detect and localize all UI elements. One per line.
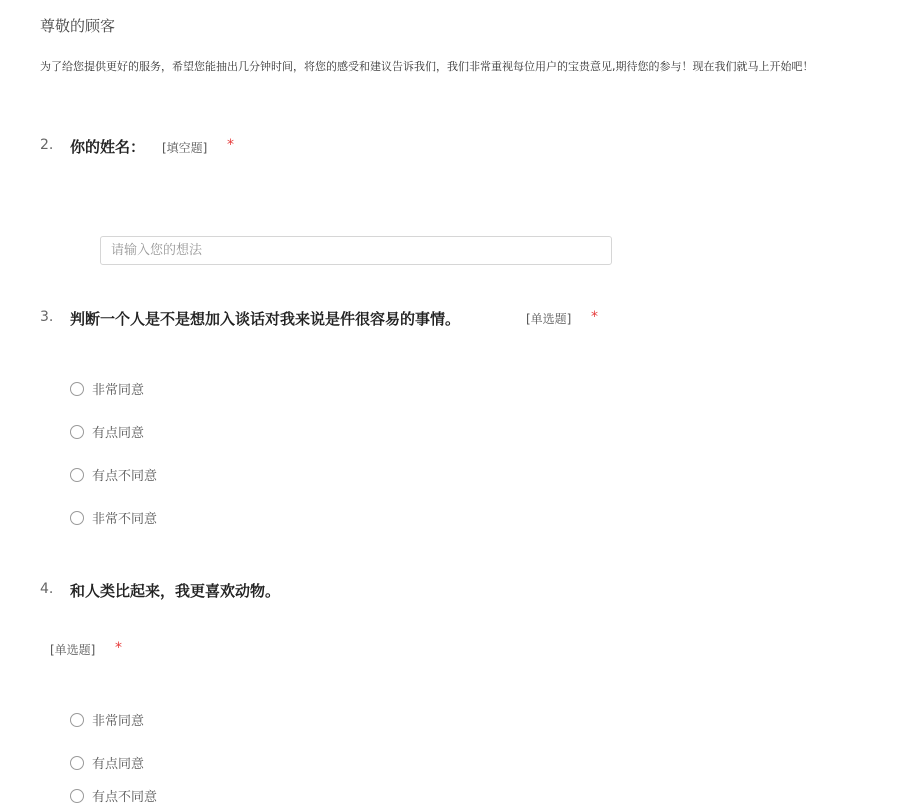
radio-option[interactable] [70,422,144,441]
question-title: 和人类比起来，我更喜欢动物。 [70,582,281,600]
required-asterisk: * [227,137,234,153]
radio-option-label: 非常同意 [92,714,145,729]
survey-greeting: 尊敬的顾客 [40,17,116,35]
radio-circle-icon[interactable] [70,382,84,396]
radio-option[interactable] [70,786,157,805]
question-type: [填空题] [162,141,208,155]
radio-option[interactable] [70,379,144,398]
question-type: [单选题] [50,643,96,657]
question-number: 2. [40,137,54,153]
radio-circle-icon[interactable] [70,511,84,525]
radio-circle-icon[interactable] [70,425,84,439]
radio-option-label: 非常不同意 [92,512,158,527]
name-input[interactable] [100,236,612,265]
radio-option[interactable] [70,508,157,527]
radio-option[interactable] [70,710,144,729]
radio-circle-icon[interactable] [70,756,84,770]
radio-option-label: 有点同意 [92,426,145,441]
radio-option[interactable] [70,753,144,772]
question-type: [单选题] [526,312,572,326]
radio-circle-icon[interactable] [70,468,84,482]
question-number: 4. [40,581,54,597]
radio-option[interactable] [70,465,157,484]
question-number: 3. [40,309,54,325]
required-asterisk: * [115,640,122,656]
required-asterisk: * [591,309,598,325]
radio-option-label: 有点不同意 [92,469,158,484]
question-title: 你的姓名： [70,138,146,156]
radio-circle-icon[interactable] [70,713,84,727]
radio-option-label: 有点同意 [92,757,145,772]
question-title: 判断一个人是不是想加入谈话对我来说是件很容易的事情。 [70,310,461,328]
survey-intro: 为了给您提供更好的服务，希望您能抽出几分钟时间，将您的感受和建议告诉我们，我们非常重视每位用户的宝贵意见,期待您的参与！现在我们就马上开始吧！ [40,60,814,73]
radio-option-label: 有点不同意 [92,790,158,805]
radio-circle-icon[interactable] [70,789,84,803]
radio-option-label: 非常同意 [92,383,145,398]
